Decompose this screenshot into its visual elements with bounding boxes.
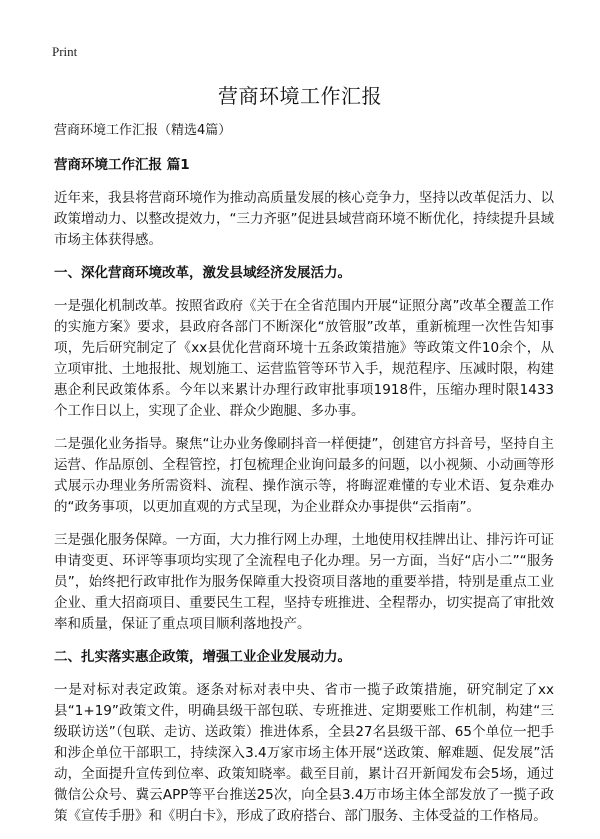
page-title: 营商环境工作汇报 [218,84,382,108]
print-link[interactable]: Print [52,44,78,59]
section-heading-2: 二、扎实落实惠企政策，增强工业企业发展动力。 [54,649,351,665]
section-heading-1: 一、深化营商环境改革，激发县域经济发展活力。 [54,265,351,281]
part-title: 营商环境工作汇报 篇1 [54,157,190,173]
document-body [54,120,554,839]
section-1-paragraph-3: 三是强化服务保障。一方面，大力推行网上办理，土地使用权挂牌出让、排污许可证申请变更、环评等事项均实现了全流程电子化办理。另一方面，当好“店小二”“服务员”，始终把行政审批作为服务保障重大投资项目落地的重要举措，特别是重点工业企业、重大招商项目、重要民生工程，坚持专班推进、全程帮办，切实提高了审批效率和质量，保证了重点项目顺利落地投产。 [54,532,554,632]
section-2-paragraph-1: 一是对标对表定政策。逐条对标对表中央、省市一揽子政策措施，研究制定了xx县“1+19”政策文件，明确县级干部包联、专班推进、定期要账工作机制，构建“三级联访送”（包联、走访、送政策）推进体系，全县27名县级干部、65个单位一把手和涉企单位干部职工，持续深入3.4万家市场主体开展“送政策、解难题、促发展”活动，全面提升宣传到位率、政策知晓率。截至目前，累计召开新闻发布会5场，通过微信公众号、冀云APP等平台推送25次，向全县3.4万市场主体全部发放了一揽子政策《宣传手册》和《明白卡》，形成了政府搭台、部门服务、主体受益的工作格局。 [54,682,554,824]
intro-paragraph: 近年来，我县将营商环境作为推动高质量发展的核心竞争力，坚持以改革促活力、以政策增动力、以整改提效力，“三力齐驱”促进县域营商环境不断优化，持续提升县域市场主体获得感。 [54,190,554,248]
document-subtitle: 营商环境工作汇报（精选4篇） [54,123,232,138]
section-1-paragraph-2: 二是强化业务指导。聚焦“让办业务像刷抖音一样便捷”，创建官方抖音号，坚持自主运营、作品原创、全程管控，打包梳理企业询问最多的问题，以小视频、小动画等形式展示办理业务所需资料、流程、操作演示等，将晦涩难懂的专业术语、复杂难办的“政务事项，以更加直观的方式呈现，为企业群众办事提供“云指南”。 [54,436,554,515]
section-1-paragraph-1: 一是强化机制改革。按照省政府《关于在全省范围内开展“证照分离”改革全覆盖工作的实施方案》要求，县政府各部门不断深化“放管服”改革，重新梳理一次性告知事项，先后研究制定了《xx县优化营商环境十五条政策措施》等政策文件10余个，从立项审批、土地报批、规划施工、运营监管等环节入手，规范程序、压减时限，构建惠企利民政策体系。今年以来累计办理行政审批事项1918件，压缩办理时限1433个工作日以上，实现了企业、群众少跑腿、多办事。 [54,298,554,419]
